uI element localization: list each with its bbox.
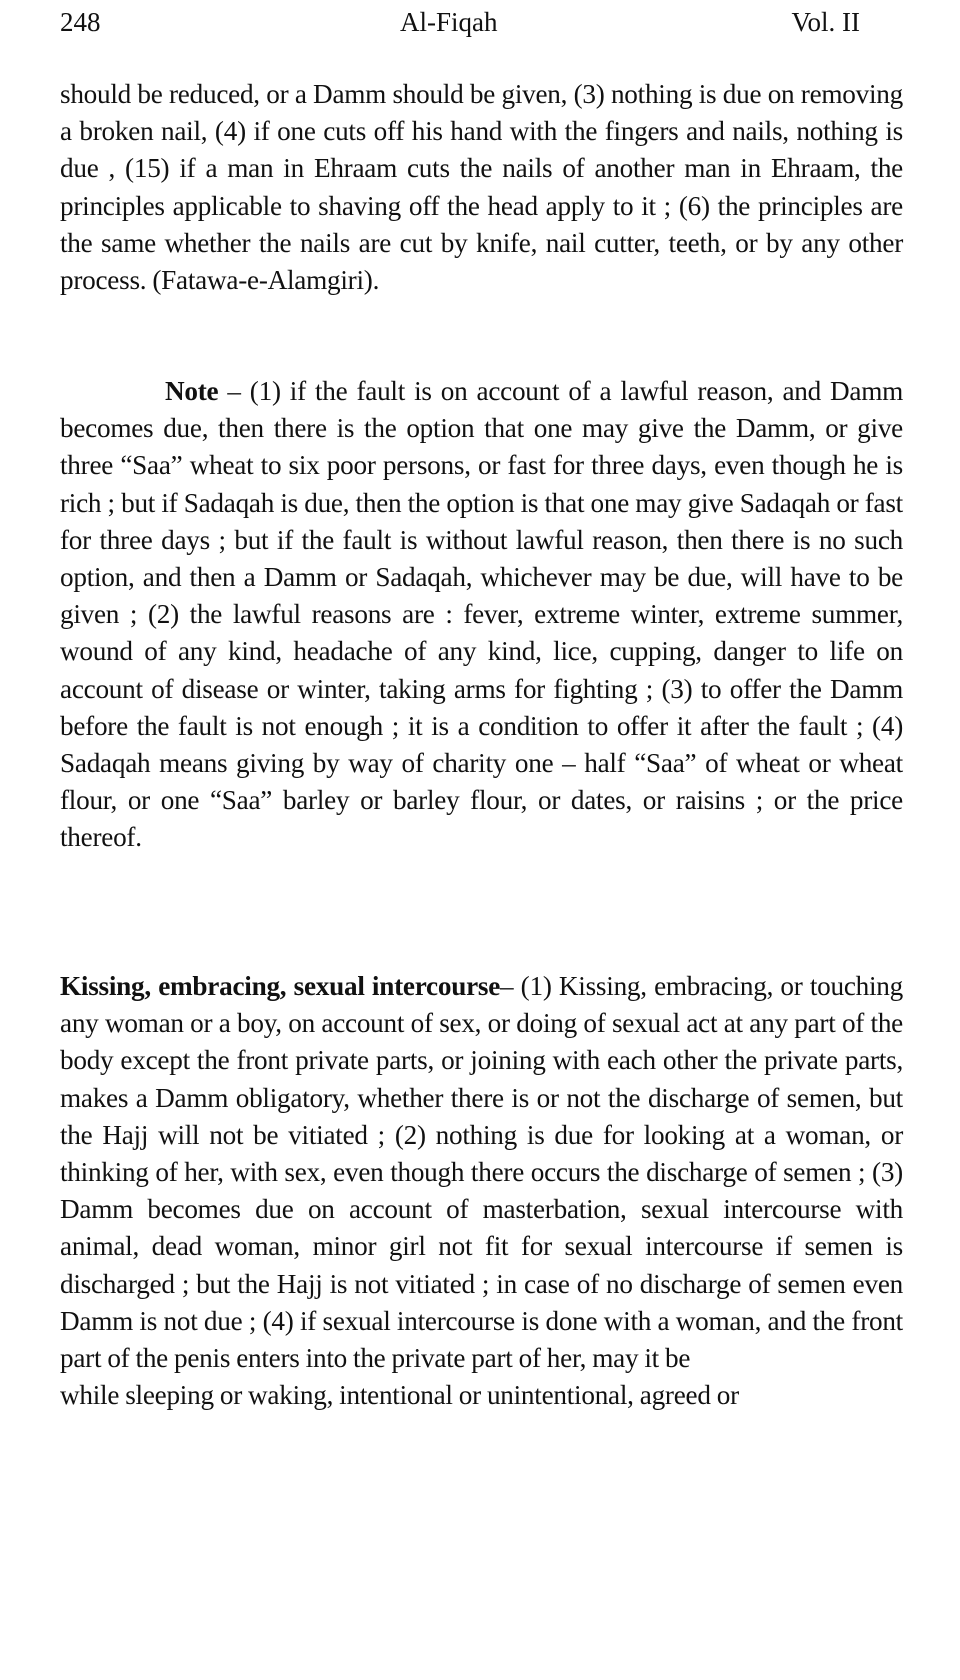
book-page — [60, 0, 903, 1680]
volume-label: Vol. II — [791, 7, 860, 37]
note-text: – (1) if the fault is on account of a lawful reason, and Damm becomes due, then there is the option that one may give the Damm, or give three “Saa” wheat to six poor persons, or fast for three days, even though he is rich ; but if Sadaqah is due, then the option is that one may give Sadaqah or fast for three days ; but if the fault is without lawful reason, then there is no such option, and then a Damm or Sadaqah, whichever may be due, will have to be given ; (2) the lawful reasons are : fever, extreme winter, extreme summer, wound of any kind, headache of any kind, lice, cupping, danger to life on account of disease or winter, taking arms for fighting ; (3) to offer the Damm before the fault is not enough ; it is a condition to offer it after the fault ; (4) Sadaqah means giving by way of charity one – half “Saa” of wheat or wheat flour, or one “Saa” barley or barley flour, or dates, or raisins ; or the price thereof. — [60, 376, 903, 853]
kissing-text: – (1) Kissing, embracing, or touching any woman or a boy, on account of sex, or doing of sexual act at any part of the body except the front private parts, or joining with each other the private parts, makes a Damm obligatory, whether there is or not the discharge of semen, but the Hajj will not be vitiated ; (2) nothing is due for looking at a woman, or thinking of her, with sex, even though there occurs the discharge of semen ; (3) Damm becomes due on account of masterbation, sexual intercourse with animal, dead woman, minor girl not fit for sexual intercourse if semen is discharged ; but the Hajj is not vitiated ; in case of no discharge of semen even Damm is not due ; (4) if sexual intercourse is done with a woman, and the front part of the penis enters into the private part of her, may it be — [60, 971, 903, 1374]
paragraph-note — [60, 373, 903, 857]
page-number: 248 — [60, 7, 101, 37]
kissing-heading: Kissing, embracing, sexual intercourse — [60, 971, 501, 1001]
book-title: Al-Fiqah — [400, 7, 498, 37]
running-header — [60, 2, 860, 42]
paragraph-kissing — [60, 968, 903, 1414]
paragraph-nails: should be reduced, or a Damm should be given, (3) nothing is due on removing a broken nail, (4) if one cuts off his hand with the fingers and nails, nothing is due , (15) if a man in Ehraam cuts the nails of another man in Ehraam, the principles applicable to shaving off the head apply to it ; (6) the principles are the same whether the nails are cut by knife, nail cutter, teeth, or by any other process. (Fatawa-e-Alamgiri). — [60, 79, 903, 296]
kissing-last-line: while sleeping or waking, intentional or unintentional, agreed or — [60, 1380, 739, 1411]
note-label: Note — [165, 376, 219, 406]
